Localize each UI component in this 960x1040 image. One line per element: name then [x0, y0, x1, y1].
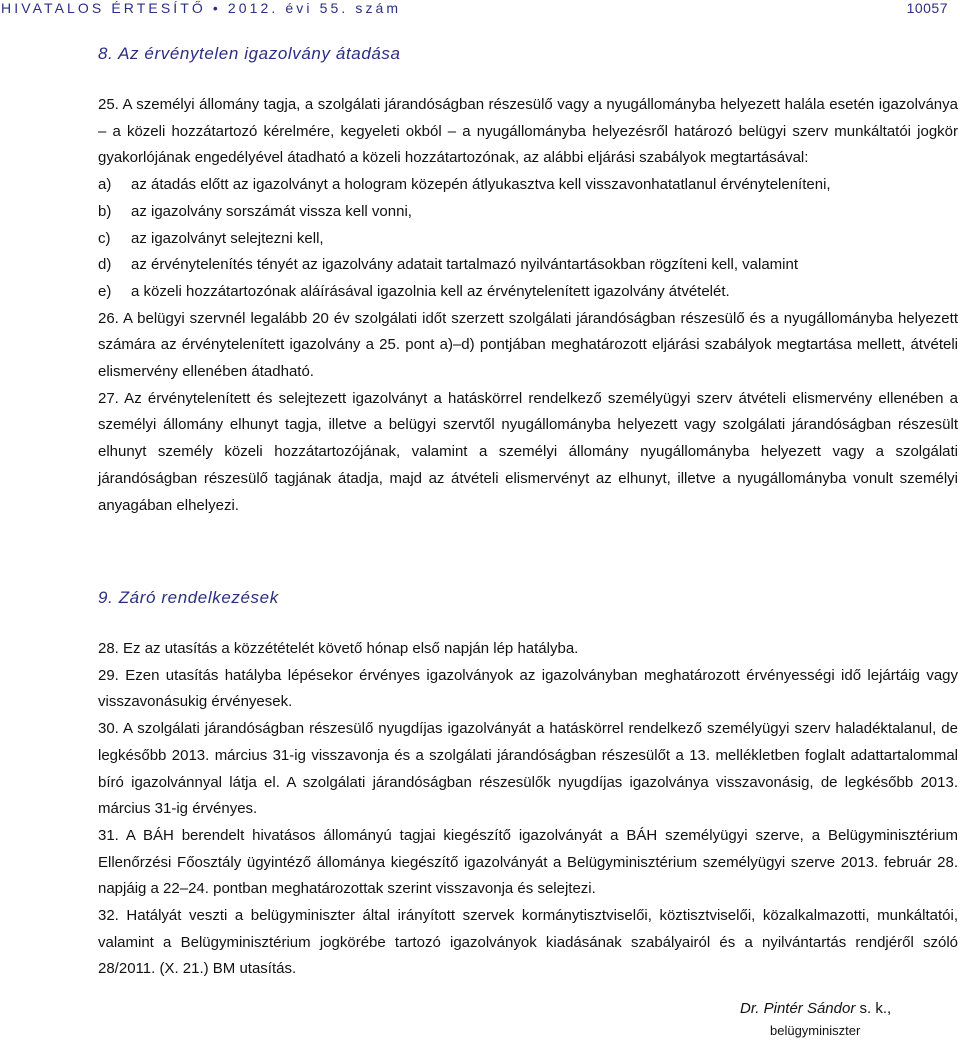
list-item: [98, 252, 958, 279]
list-item: [98, 199, 958, 226]
list-item-text: az igazolvány sorszámát vissza kell vonni,: [131, 202, 412, 220]
page-number: 10057: [906, 0, 948, 16]
list-item-mark: e): [98, 282, 112, 300]
paragraph-29: 29. Ezen utasítás hatályba lépésekor érvényes igazolványok az igazolványban meghatározott érvényességi idő lejártáig vagy visszavonásukig érvényesek.: [98, 666, 958, 711]
list-item-text: az igazolványt selejtezni kell,: [131, 229, 324, 247]
list-item: [98, 226, 958, 253]
list-item-mark: a): [98, 176, 112, 194]
journal-title: HIVATALOS ÉRTESÍTŐ • 2012. évi 55. szám: [1, 0, 402, 16]
section-heading-9: 9. Záró rendelkezések: [98, 588, 279, 607]
list-item: [98, 279, 958, 306]
section-heading-8: 8. Az érvénytelen igazolvány átadása: [98, 44, 401, 63]
list-item-text: az átadás előtt az igazolványt a hologram közepén átlyukasztva kell visszavonhatatlanul érvényteleníteni,: [131, 176, 831, 194]
paragraph-26: 26. A belügyi szervnél legalább 20 év szolgálati időt szerzett szolgálati járandóságban részesülő és a nyugállományba helyezett számára az érvénytelenített igazolvány a 25. pont a)–d) pontjában meghatározott eljárási szabályok megtartása mellett, átvételi elismervény ellenében átadható.: [98, 309, 958, 381]
paragraph-25: 25. A személyi állomány tagja, a szolgálati járandóságban részesülő vagy a nyugállományba helyezett halála esetén igazolványa – a közeli hozzátartozó kérelmére, kegyeleti okból – a nyugállományba helyezésről határozó belügyi szerv munkáltatói jogkör gyakorlójának engedélyével átadható a közeli hozzátartozónak, az alábbi eljárási szabályok megtartásával:: [98, 96, 958, 167]
section-9-body: [98, 636, 958, 983]
paragraph-30: 30. A szolgálati járandóságban részesülő nyugdíjas igazolványát a hatáskörrel rendelkező személyügyi szerv haladéktalanul, de legkésőbb 2013. március 31-ig visszavonja és a szolgálati járandóságban részesülőt a 13. mellékletben foglalt adattartalommal bíró igazolvánnyal látja el. A szolgálati járandóságban részesülők nyugdíjas igazolványa visszavonásig, de legkésőbb 2013. március 31-ig érvényes.: [98, 720, 958, 818]
list-item-mark: c): [98, 229, 111, 247]
list-item-text: az érvénytelenítés tényét az igazolvány adatait tartalmazó nyilvántartásokban rögzíteni kell, valamint: [131, 256, 799, 274]
signatory-name: Dr. Pintér Sándor: [740, 1000, 856, 1017]
paragraph-27: 27. Az érvénytelenített és selejtezett igazolványt a hatáskörrel rendelkező személyügyi szerv átvételi elismervény ellenében a személyi állomány elhunyt tagja, illetve a belügyi szervtől nyugállományba helyezett vagy szolgálati járandóságban részesült elhunyt személy közeli hozzátartozójának, valamint a személyi állomány nyugállományba helyezett vagy a szolgálati járandóságban részesülő tagjának átadja, majd az átvételi elismervényt az elhunyt, illetve a nyugállományba vonult személyi anyagában elhelyezi.: [98, 389, 958, 514]
signature-suffix: s. k.,: [855, 1000, 892, 1017]
signature: [740, 1000, 891, 1017]
paragraph-28: 28. Ez az utasítás a közzétételét követő hónap első napján lép hatályba.: [98, 640, 579, 657]
paragraph-31: 31. A BÁH berendelt hivatásos állományú tagjai kiegészítő igazolványát a BÁH személyügyi szerve, a Belügyminisztérium Ellenőrzési Főosztály ügyintéző állománya kiegészítő igazolványát a Belügyminisztérium személyügyi szerve 2013. február 28. napjáig a 22–24. pontban meghatározottak szerint visszavonja és selejtezi.: [98, 826, 958, 898]
paragraph-32: 32. Hatályát veszti a belügyminiszter által irányított szervek kormánytisztviselői, köztisztviselői, közalkalmazotti, munkáltatói, valamint a Belügyminisztérium jogkörébe tartozó igazolványok kiadásának szabályairól és a nyilvántartás rendjéről szóló 28/2011. (X. 21.) BM utasítás.: [98, 907, 958, 978]
signatory-role: belügyminiszter: [770, 1023, 861, 1038]
section-8-body: [98, 92, 958, 519]
list-item-mark: d): [98, 256, 112, 274]
list-item-text: a közeli hozzátartozónak aláírásával igazolnia kell az érvénytelenített igazolvány átvételét.: [131, 282, 730, 300]
list-item-mark: b): [98, 202, 112, 220]
list-item: [98, 172, 958, 199]
running-header: [0, 0, 948, 20]
